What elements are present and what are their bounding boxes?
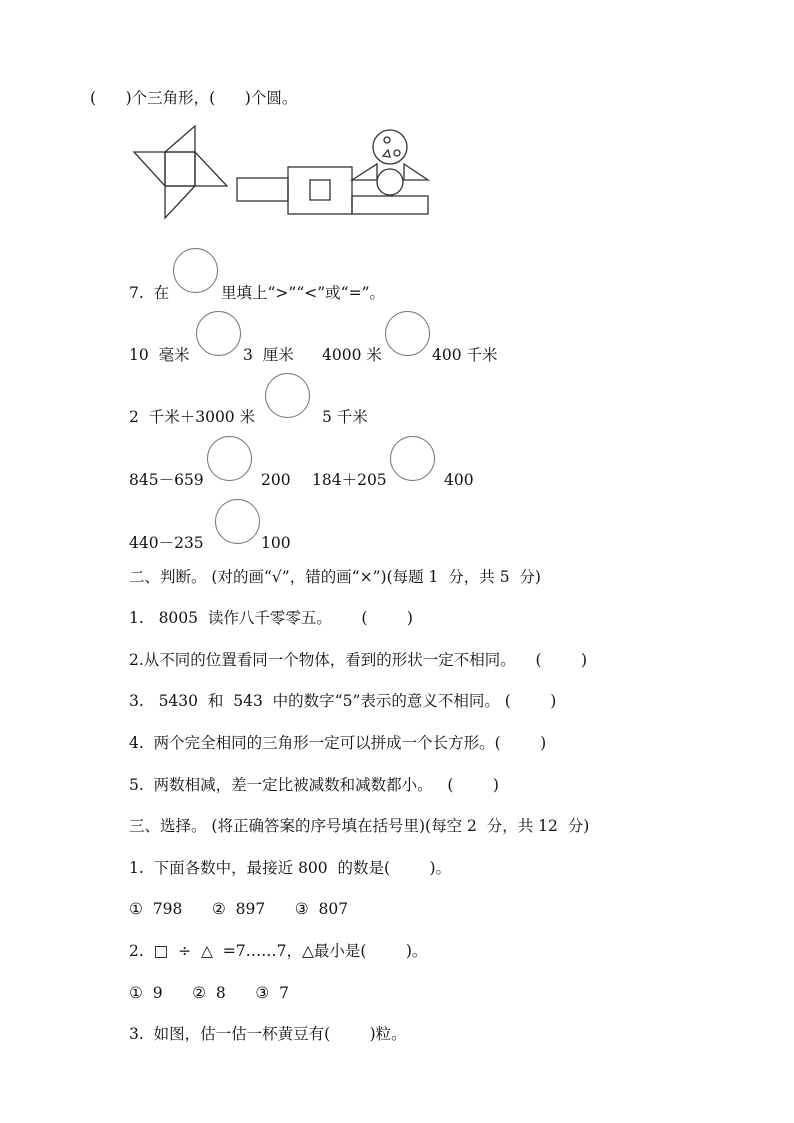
q7-row1b-left: 4000 米 — [322, 346, 382, 364]
q7-row1b-answer-circle[interactable] — [385, 311, 430, 356]
q7-row4-right: 100 — [261, 534, 291, 552]
choice-q1[interactable]: 1. 下面各数中，最接近 800 的数是( )。 — [129, 859, 452, 877]
judge-item-4[interactable]: 4. 两个完全相同的三角形一定可以拼成一个长方形。( ) — [129, 734, 547, 752]
mouth-circle — [394, 150, 400, 156]
choice-q1-options: ① 798 ② 897 ③ 807 — [129, 900, 349, 918]
left-arm-triangle — [352, 164, 377, 180]
pinwheel-triangle-top — [165, 126, 195, 152]
geometry-figure — [130, 122, 440, 222]
judge-item-2[interactable]: 2.从不同的位置看同一个物体，看到的形状一定不相同。 ( ) — [129, 651, 588, 669]
q7-row2-answer-circle[interactable] — [265, 373, 310, 418]
q7-row1a-left: 10 毫米 — [129, 346, 190, 364]
q7-row2-right: 5 千米 — [322, 408, 368, 426]
choice-q2-options: ① 9 ② 8 ③ 7 — [129, 984, 289, 1002]
q7-example-circle — [173, 248, 218, 293]
choice-section-header: 三、选择。 (将正确答案的序号填在括号里)(每空 2 分，共 12 分) — [129, 817, 590, 835]
q7-row3b-right: 400 — [444, 471, 474, 489]
body-circle — [377, 169, 403, 195]
head-circle — [373, 130, 407, 164]
judge-item-3[interactable]: 3. 5430 和 543 中的数字“5”表示的意义不相同。 ( ) — [129, 692, 557, 710]
pinwheel-triangle-right — [195, 152, 227, 186]
choice-q2[interactable]: 2. □ ÷ △ =7……7，△最小是( )。 — [129, 942, 428, 960]
shape-count-question: ( )个三角形，( )个圆。 — [90, 89, 298, 107]
eye-circle — [384, 137, 390, 143]
nose-triangle — [383, 150, 390, 157]
judge-item-1[interactable]: 1. 8005 读作八千零零五。 ( ) — [129, 609, 413, 627]
long-rectangle-left — [237, 178, 288, 201]
q7-row1a-answer-circle[interactable] — [196, 311, 241, 356]
pinwheel-triangle-left — [134, 152, 165, 186]
q7-row4-answer-circle[interactable] — [215, 499, 260, 544]
central-rectangle — [288, 167, 352, 214]
q7-row2-left: 2 千米＋3000 米 — [129, 408, 256, 426]
q7-row3b-left: 184＋205 — [312, 471, 387, 489]
q7-intro-number: 7. 在 — [129, 284, 170, 302]
q7-row3b-answer-circle[interactable] — [390, 436, 435, 481]
judge-item-5[interactable]: 5. 两数相减，差一定比被减数和减数都小。 ( ) — [129, 776, 499, 794]
q7-row3a-left: 845－659 — [129, 471, 204, 489]
q7-row1a-right: 3 厘米 — [243, 346, 294, 364]
q7-row1b-right: 400 千米 — [432, 346, 498, 364]
q7-intro-text: 里填上“>”“<”或“=”。 — [221, 284, 386, 302]
judge-section-header: 二、判断。 (对的画“√”，错的画“×”)(每题 1 分，共 5 分) — [129, 568, 541, 586]
base-rectangle — [352, 196, 428, 214]
pinwheel-square — [165, 152, 195, 186]
q7-row3a-answer-circle[interactable] — [207, 436, 252, 481]
q7-row3a-right: 200 — [261, 471, 291, 489]
inner-square — [310, 180, 330, 200]
pinwheel-triangle-bottom — [165, 186, 195, 218]
choice-q3[interactable]: 3. 如图，估一估一杯黄豆有( )粒。 — [129, 1025, 407, 1043]
q7-row4-left: 440－235 — [129, 534, 204, 552]
right-arm-triangle — [404, 164, 428, 180]
